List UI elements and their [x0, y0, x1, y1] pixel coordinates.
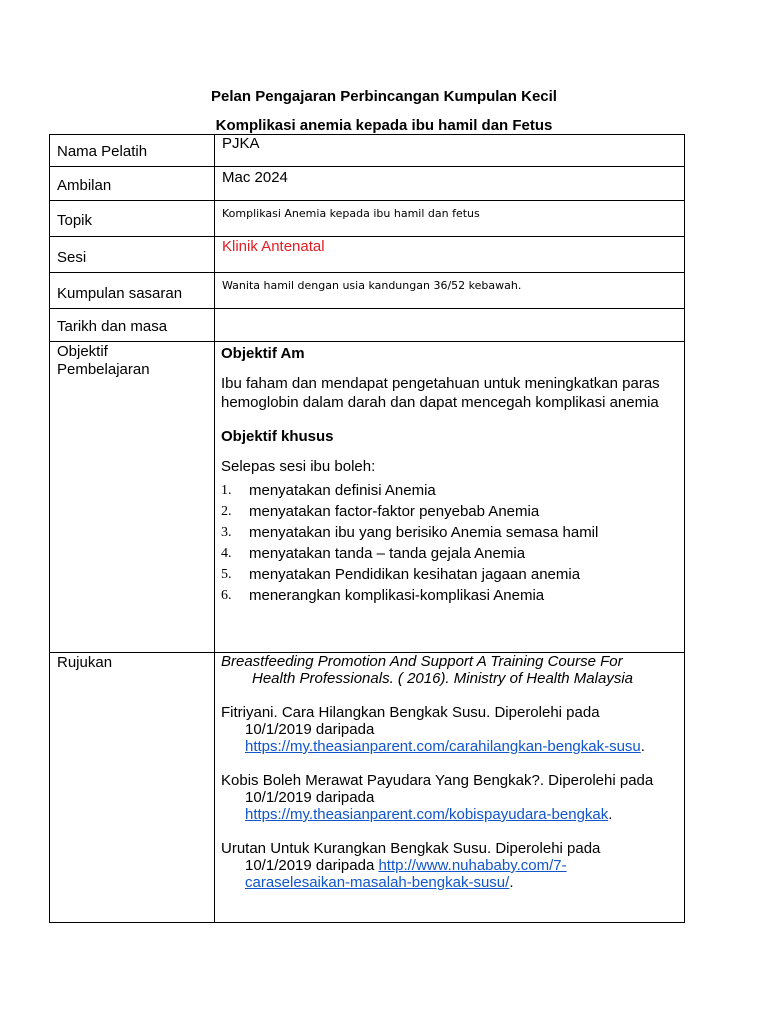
value-kumpulan-sasaran: Wanita hamil dengan usia kandungan 36/52 kebawah. [222, 279, 522, 292]
label-objektif: Objektif [57, 343, 108, 360]
label-kumpulan-sasaran: Kumpulan sasaran [57, 285, 183, 302]
row-nama-pelatih [50, 135, 685, 167]
row-objektif [50, 342, 685, 653]
list-item: 3. menyatakan ibu yang berisiko Anemia semasa hamil [221, 524, 599, 541]
row-ambilan [50, 167, 685, 201]
list-item: 5. menyatakan Pendidikan kesihatan jagaan anemia [221, 566, 581, 583]
label-sesi: Sesi [57, 249, 87, 266]
reference-4-link-continued[interactable]: caraselesaikan-masalah-bengkak-susu/ [245, 874, 510, 891]
row-topik [50, 201, 685, 237]
list-item: 6. menerangkan komplikasi-komplikasi Anemia [221, 587, 545, 604]
value-nama-pelatih: PJKA [222, 135, 260, 152]
reference-2: Fitriyani. Cara Hilangkan Bengkak Susu. Diperolehi pada 10/1/2019 daripada https://my.theasianparent.com/carahilangkan-bengkak-susu. [221, 704, 645, 755]
row-sesi [50, 237, 685, 273]
lesson-plan-table [49, 134, 685, 923]
objektif-am-text: Ibu faham dan mendapat pengetahuan untuk meningkatkan paras hemoglobin dalam darah dan dapat mencegah komplikasi anemia [221, 375, 660, 411]
reference-4: Urutan Untuk Kurangkan Bengkak Susu. Diperolehi pada 10/1/2019 daripada http://www.nuhababy.com/7- caraselesaikan-masalah-bengkak-susu/. [221, 840, 601, 891]
value-topik: Komplikasi Anemia kepada ibu hamil dan fetus [222, 207, 480, 220]
label-topik: Topik [57, 212, 93, 229]
document-title: Pelan Pengajaran Perbincangan Kumpulan Kecil [211, 88, 557, 105]
value-sesi: Klinik Antenatal [222, 238, 325, 255]
reference-4-link[interactable]: http://www.nuhababy.com/7- [378, 857, 567, 874]
objektif-am-heading: Objektif Am [221, 345, 305, 362]
reference-2-link[interactable]: https://my.theasianparent.com/carahilangkan-bengkak-susu [245, 738, 641, 755]
row-tarikh-dan-masa [50, 309, 685, 342]
row-kumpulan-sasaran [50, 273, 685, 309]
label-pembelajaran: Pembelajaran [57, 361, 150, 378]
reference-3-link[interactable]: https://my.theasianparent.com/kobispayudara-bengkak [245, 806, 609, 823]
label-tarikh-dan-masa: Tarikh dan masa [57, 318, 168, 335]
list-item: 1. menyatakan definisi Anemia [221, 482, 436, 499]
list-item: 2. menyatakan factor-faktor penyebab Anemia [221, 503, 540, 520]
list-item: 4. menyatakan tanda – tanda gejala Anemia [221, 545, 526, 562]
label-ambilan: Ambilan [57, 177, 112, 194]
objektif-khusus-heading: Objektif khusus [221, 428, 334, 445]
objektif-khusus-intro: Selepas sesi ibu boleh: [221, 458, 376, 475]
document-subtitle: Komplikasi anemia kepada ibu hamil dan Fetus [215, 117, 553, 134]
row-rujukan [50, 653, 685, 923]
label-rujukan: Rujukan [57, 654, 113, 671]
objektif-khusus-list [221, 480, 684, 606]
value-ambilan: Mac 2024 [222, 169, 288, 186]
reference-3: Kobis Boleh Merawat Payudara Yang Bengkak?. Diperolehi pada 10/1/2019 daripada https://my.theasianparent.com/kobispayudara-bengkak. [221, 772, 654, 823]
reference-1: Breastfeeding Promotion And Support A Training Course For Health Professionals. ( 2016). Ministry of Health Malaysia [221, 653, 633, 687]
label-nama-pelatih: Nama Pelatih [57, 143, 148, 160]
